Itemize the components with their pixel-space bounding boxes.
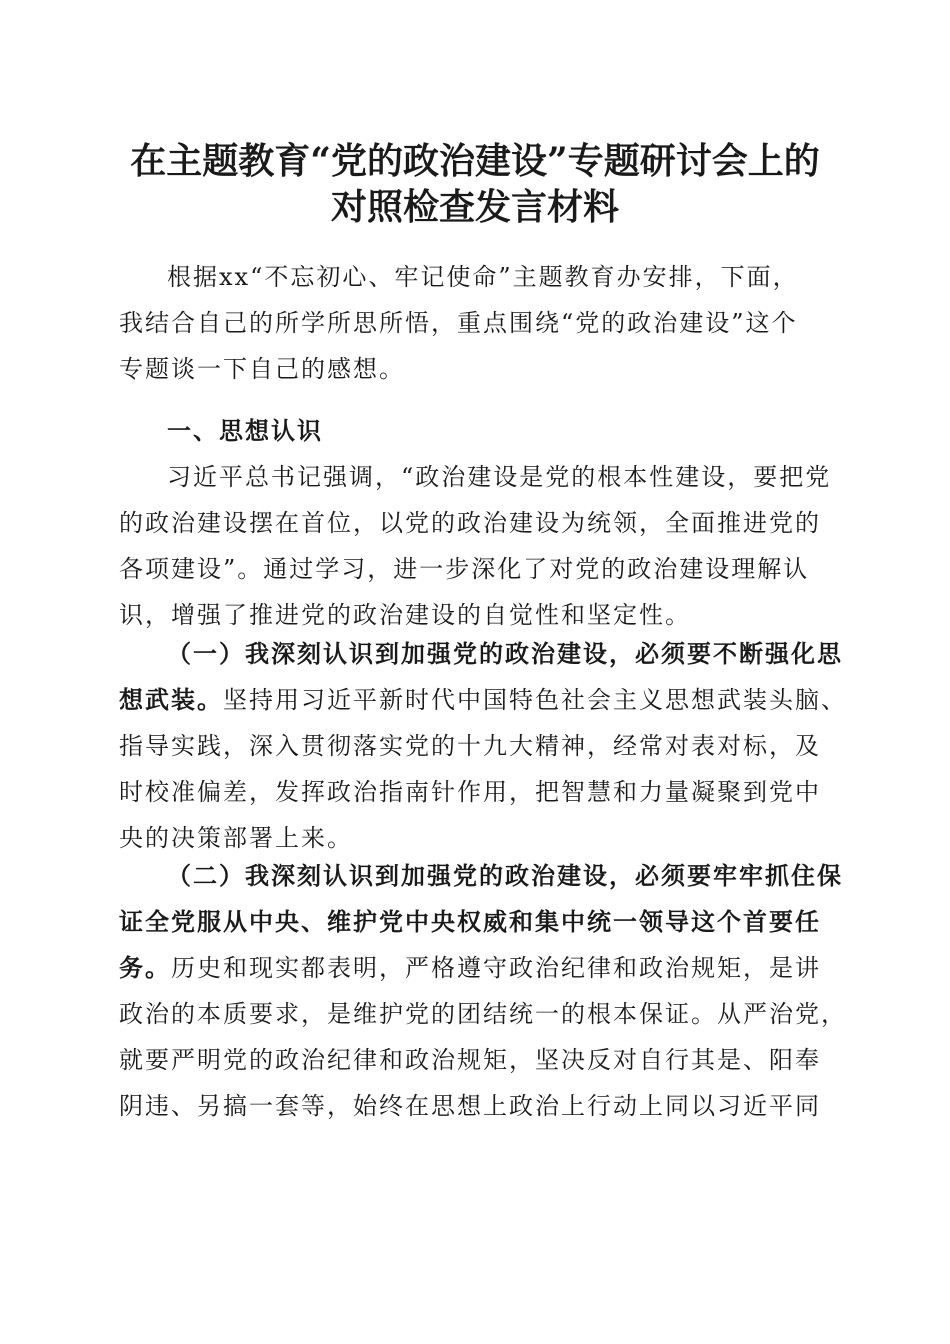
paragraph-line: 的政治建设摆在首位，以党的政治建设为统领，全面推进党的 — [119, 509, 821, 537]
point2-paragraph — [119, 853, 847, 1129]
intro-line: 专题谈一下自己的感想。 — [119, 355, 405, 383]
paragraph-line: 各项建设”。通过学习，进一步深化了对党的政治建设理解认 — [119, 555, 810, 583]
point1-lead-line: （一）我深刻认识到加强党的政治建设，必须要不断强化思 — [167, 639, 843, 668]
intro-paragraph — [119, 254, 834, 392]
paragraph-line: 就要严明党的政治纪律和政治规矩，坚决反对自行其是、阳奉 — [119, 1046, 821, 1074]
document-title-line-1: 在主题教育“党的政治建设”专题研讨会上的 — [130, 140, 820, 182]
paragraph-line: 习近平总书记强调，“政治建设是党的根本性建设，要把党 — [167, 463, 832, 491]
intro-line: 我结合自己的所学所思所悟，重点围绕“党的政治建设”这个 — [119, 309, 798, 337]
paragraph-line: 央的决策部署上来。 — [119, 824, 353, 852]
point1-paragraph — [119, 631, 847, 861]
point2-lead-line: （二）我深刻认识到加强党的政治建设，必须要牢牢抓住保 — [167, 861, 843, 890]
section1-paragraph — [119, 454, 834, 638]
section-heading-thinking: 一、思想认识 — [167, 417, 323, 445]
point1-mixed-line — [119, 677, 847, 723]
paragraph-line: 识，增强了推进党的政治建设的自觉性和坚定性。 — [119, 601, 691, 629]
point2-mixed-line — [119, 945, 834, 991]
point1-lead-end: 想武装。 — [119, 685, 223, 714]
point2-rest: 历史和现实都表明，严格遵守政治纪律和政治规矩，是讲 — [171, 954, 821, 982]
paragraph-line: 政治的本质要求，是维护党的团结统一的根本保证。从严治党， — [119, 1000, 847, 1028]
point1-rest: 坚持用习近平新时代中国特色社会主义思想武装头脑、 — [223, 686, 847, 714]
intro-line: 根据xx“不忘初心、牢记使命”主题教育办安排，下面， — [167, 263, 799, 291]
point2-lead-end: 务。 — [119, 953, 171, 982]
paragraph-line: 时校准偏差，发挥政治指南针作用，把智慧和力量凝聚到党中 — [119, 778, 821, 806]
point2-lead-line: 证全党服从中央、维护党中央权威和集中统一领导这个首要任 — [119, 907, 821, 936]
paragraph-line: 阴违、另搞一套等，始终在思想上政治上行动上同以习近平同 — [119, 1092, 821, 1120]
paragraph-line: 指导实践，深入贯彻落实党的十九大精神，经常对表对标，及 — [119, 732, 821, 760]
document-title-line-2: 对照检查发言材料 — [330, 186, 619, 228]
